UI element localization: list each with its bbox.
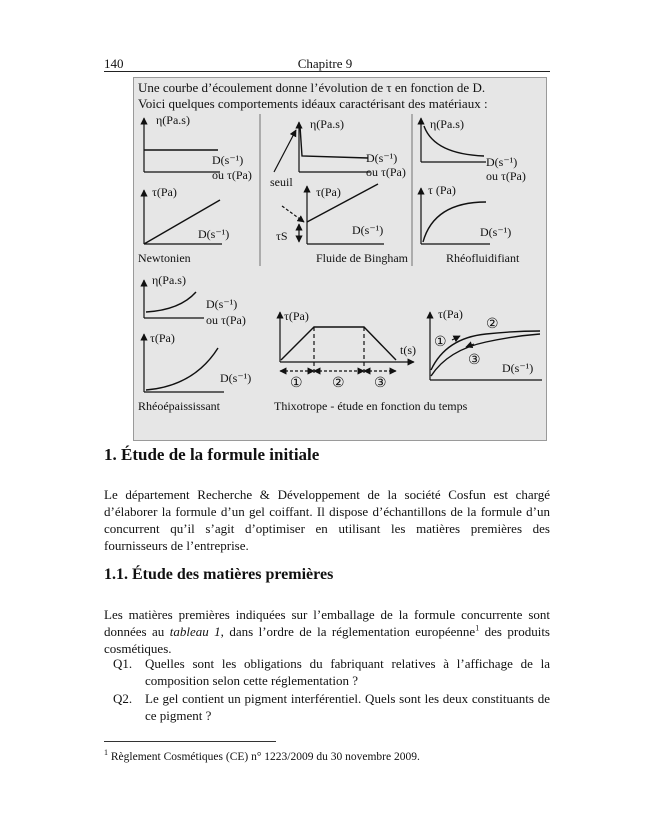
question-1-text: Quelles sont les obligations du fabriquant relatives à l’affichage de la composition selon cette réglementation ? <box>145 656 550 688</box>
rheoepaississant-tau-label: τ(Pa) <box>150 331 175 345</box>
bingham-eta-label: η(Pa.s) <box>310 117 344 131</box>
thixo-phase-3-label: ③ <box>374 376 387 391</box>
thixo-time-t-label: t(s) <box>400 343 416 357</box>
newtonien-tau-label: τ(Pa) <box>152 185 177 199</box>
rheoepaississant-tau-curve <box>146 348 218 390</box>
thixo-phase-1-label: ① <box>290 376 303 391</box>
thixo-time-tau-label: τ(Pa) <box>284 309 309 323</box>
question-2-text: Le gel contient un pigment interférentiel. Quels sont les deux constituants de ce pigment ? <box>145 691 550 723</box>
bingham-d-label: D(s⁻¹) <box>366 151 398 165</box>
footnote-rule <box>104 741 276 742</box>
rheology-figure <box>133 77 547 441</box>
rheofluidifiant-tau-curve <box>423 202 486 242</box>
thixo-flow-tau-label: τ(Pa) <box>438 307 463 321</box>
footnote-ref: 1 <box>475 623 480 633</box>
footnote-marker: 1 <box>104 748 108 758</box>
rheofluidifiant-d-label-2: D(s⁻¹) <box>480 225 512 239</box>
thixo-flow-arrow-up <box>452 336 460 340</box>
caption-newtonien: Newtonien <box>138 251 191 265</box>
rheofluidifiant-eta-label: η(Pa.s) <box>430 117 464 131</box>
section-title: 1. Étude de la formule initiale <box>104 445 320 464</box>
seuil-label: seuil <box>270 175 293 189</box>
page-number: 140 <box>104 56 124 71</box>
bingham-ou-tau-label: ou τ(Pa) <box>366 165 406 179</box>
rheoepaississant-d-label-2: D(s⁻¹) <box>220 371 252 385</box>
rheoepaississant-eta-curve <box>146 292 196 312</box>
rheology-diagram <box>134 78 548 442</box>
rheofluidifiant-tau-label: τ (Pa) <box>428 183 456 197</box>
paragraph-2-part2: , dans l’ordre de la réglementation européenne <box>220 624 476 639</box>
newtonien-d-label: D(s⁻¹) <box>212 153 244 167</box>
paragraph-1: Le département Recherche & Développement de la société Cosfun est chargé d’élaborer la formule d’un gel coiffant. Il dispose d’échantillons de la formule d’un concurrent qu’il s’agit d’optimiser en utilisant les matières premières des fournisseurs de l’entreprise. <box>104 487 550 553</box>
caption-rheoepaississant: Rhéoépaississant <box>138 399 220 413</box>
caption-rheofluidifiant: Rhéofluidifiant <box>446 251 520 265</box>
tau-s-label: τS <box>276 229 288 243</box>
seuil-arrow <box>274 130 296 172</box>
newtonien-d-label-2: D(s⁻¹) <box>198 227 230 241</box>
subsection-title: 1.1. Étude des matières premières <box>104 566 334 583</box>
newtonien-ou-tau-label: ou τ(Pa) <box>212 168 252 182</box>
table-reference: tableau 1 <box>169 624 221 639</box>
bingham-tau-label: τ(Pa) <box>316 185 341 199</box>
thixo-time-curve <box>281 327 396 360</box>
caption-bingham: Fluide de Bingham <box>316 251 408 265</box>
rheofluidifiant-d-label: D(s⁻¹) <box>486 155 518 169</box>
bingham-dashed-arrow <box>282 206 304 222</box>
bingham-d-label-2: D(s⁻¹) <box>352 223 384 237</box>
rheofluidifiant-ou-tau-label: ou τ(Pa) <box>486 169 526 183</box>
rheoepaississant-ou-tau-label: ou τ(Pa) <box>206 313 246 327</box>
thixo-flow-d-label: D(s⁻¹) <box>502 361 534 375</box>
newtonien-eta-label: η(Pa.s) <box>156 113 190 127</box>
paragraph-2-part1: Les matières premières indiquées sur l’emballage de la formule concurrente sont données au <box>104 607 550 639</box>
rheoepaississant-eta-label: η(Pa.s) <box>152 273 186 287</box>
header-rule <box>104 71 550 72</box>
thixo-phase-2-label: ② <box>332 376 345 391</box>
rheoepaississant-d-label: D(s⁻¹) <box>206 297 238 311</box>
chapter-header: Chapitre 9 <box>297 56 353 71</box>
thixo-flow-3-label: ③ <box>468 353 481 368</box>
footnote-text: Règlement Cosmétiques (CE) n° 1223/2009 du 30 novembre 2009. <box>108 751 420 763</box>
paragraph-2-part3: des produits cosmétiques. <box>104 624 550 656</box>
thixo-flow-1-label: ① <box>434 335 447 350</box>
caption-thixotrope: Thixotrope - étude en fonction du temps <box>274 399 468 413</box>
footnote <box>104 748 420 763</box>
figure-intro-line-1: Une courbe d’écoulement donne l’évolution de τ en fonction de D. <box>138 80 486 95</box>
paragraph-2 <box>104 606 550 657</box>
question-1-number: Q1. <box>113 656 133 671</box>
figure-intro-line-2: Voici quelques comportements idéaux caractérisant des matériaux : <box>138 96 488 111</box>
thixo-flow-2-label: ② <box>486 317 499 332</box>
question-2-number: Q2. <box>113 691 133 706</box>
